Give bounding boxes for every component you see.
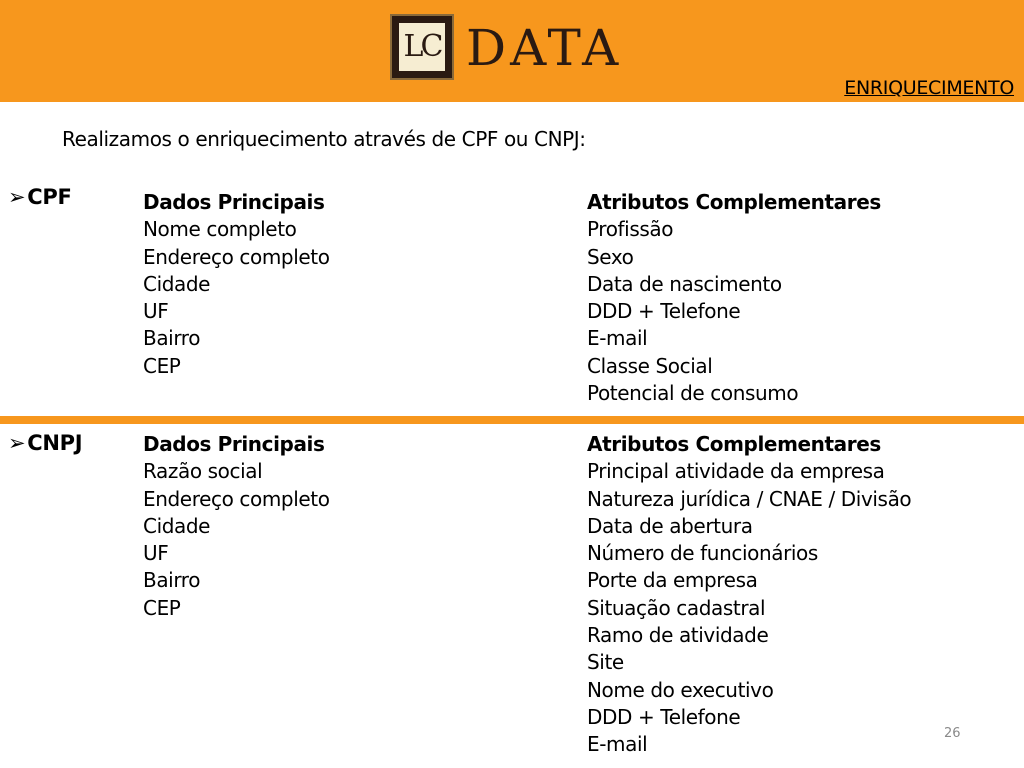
list-item: Bairro xyxy=(143,568,201,593)
list-item: E-mail xyxy=(587,732,648,757)
list-item: Cidade xyxy=(143,271,211,296)
cpf-label: CPF xyxy=(27,185,72,209)
list-item: CEP xyxy=(143,595,181,620)
cpf-main-data-column xyxy=(143,189,330,380)
list-item: Sexo xyxy=(587,244,634,269)
logo-monogram-box xyxy=(390,14,454,80)
list-item: Endereço completo xyxy=(143,244,330,269)
list-item: E-mail xyxy=(587,326,648,351)
list-item: Potencial de consumo xyxy=(587,381,799,406)
list-item: Cidade xyxy=(143,513,211,538)
arrow-bullet-icon: ➢ xyxy=(8,431,26,455)
logo-monogram: LC xyxy=(399,23,445,71)
company-logo xyxy=(390,14,640,84)
list-item: Número de funcionários xyxy=(587,541,818,566)
cpf-bullet xyxy=(8,184,72,210)
list-item: DDD + Telefone xyxy=(587,704,741,729)
list-item: Bairro xyxy=(143,326,201,351)
list-item: Nome completo xyxy=(143,217,297,242)
cnpj-attributes-title: Atributos Complementares xyxy=(587,432,881,456)
list-item: DDD + Telefone xyxy=(587,299,741,324)
list-item: CEP xyxy=(143,353,181,378)
list-item: Profissão xyxy=(587,217,674,242)
logo-wordmark: DATA xyxy=(466,19,623,77)
cpf-attributes-title: Atributos Complementares xyxy=(587,190,881,214)
list-item: Principal atividade da empresa xyxy=(587,459,885,484)
cnpj-bullet xyxy=(8,430,82,456)
list-item: Classe Social xyxy=(587,353,713,378)
list-item: UF xyxy=(143,541,169,566)
cnpj-main-data-column xyxy=(143,431,330,622)
list-item: Situação cadastral xyxy=(587,595,766,620)
list-item: Ramo de atividade xyxy=(587,623,769,648)
list-item: Data de nascimento xyxy=(587,271,782,296)
section-title: ENRIQUECIMENTO xyxy=(844,77,1014,99)
cpf-attributes-column xyxy=(587,189,881,407)
cpf-main-title: Dados Principais xyxy=(143,190,325,214)
intro-text: Realizamos o enriquecimento através de CPF ou CNPJ: xyxy=(62,127,586,151)
section-divider xyxy=(0,416,1024,424)
header-bar xyxy=(0,0,1024,102)
cnpj-main-title: Dados Principais xyxy=(143,432,325,456)
cnpj-attributes-column xyxy=(587,431,911,759)
list-item: Site xyxy=(587,650,624,675)
list-item: UF xyxy=(143,299,169,324)
list-item: Porte da empresa xyxy=(587,568,758,593)
page-number: 26 xyxy=(944,726,961,741)
list-item: Endereço completo xyxy=(143,486,330,511)
list-item: Razão social xyxy=(143,459,263,484)
list-item: Natureza jurídica / CNAE / Divisão xyxy=(587,486,912,511)
list-item: Data de abertura xyxy=(587,513,753,538)
cnpj-label: CNPJ xyxy=(27,431,83,455)
list-item: Nome do executivo xyxy=(587,677,774,702)
arrow-bullet-icon: ➢ xyxy=(8,185,26,209)
